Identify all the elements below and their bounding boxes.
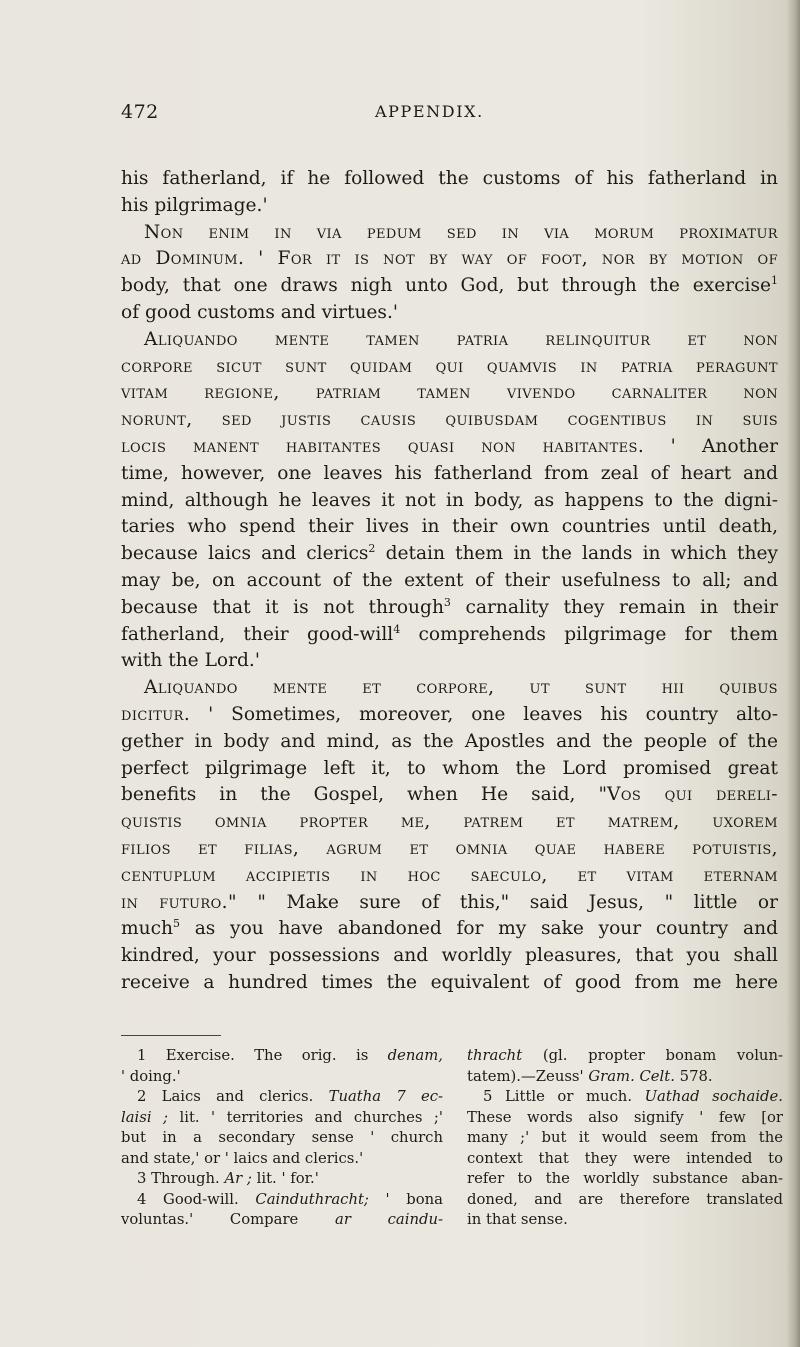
text-line: taries who spend their lives in their own countries until death, — [121, 516, 778, 538]
page-header — [0, 101, 800, 127]
latin-line: Aliquando mente tamen patria relinquitur et non — [144, 328, 778, 350]
footnote-line: 5 Little or much. Uathad sochaide. — [483, 1088, 783, 1105]
text-line — [121, 246, 778, 273]
latin-line: centuplum accipietis in hoc saeculo, et vitam eternam — [121, 864, 778, 886]
footnote-mark: 1 — [771, 274, 778, 288]
footnote-line: voluntas.' Compare ar caindu- — [121, 1211, 443, 1228]
text-line: his pilgrimage.' — [121, 194, 268, 216]
latin-line: corpore sicut sunt quidam qui quamvis in patria peragunt — [121, 355, 778, 377]
footnote-line: doned, and are therefore translated — [467, 1190, 783, 1208]
footnote-mark: 2 — [368, 542, 376, 556]
footnote-line: 4 Good-will. Cainduthracht; ' bona — [137, 1190, 443, 1208]
latin-line: quistis omnia propter me, patrem et matrem, uxorem — [121, 811, 778, 833]
latin-phrase: locis manent habitantes quasi non habitantes. — [121, 435, 645, 457]
text-line: of good customs and virtues.' — [121, 301, 398, 323]
latin-line: filios et filias, agrum et omnia quae habere potuistis, — [121, 837, 778, 859]
latin-phrase: ad Dominum. ' For it is not by way of foot, nor by motion of — [121, 248, 778, 270]
running-head: APPENDIX. — [375, 102, 484, 121]
footnote-line: but in a secondary sense ' church — [121, 1129, 443, 1146]
text-line: much$^5$ as you have abandoned for my sake your country and — [121, 917, 778, 940]
text-line: receive a hundred times the equivalent of good from me here — [121, 971, 778, 993]
text-line: dicitur. ' Sometimes, moreover, one leaves his country alto- — [121, 703, 778, 725]
footnote-line: 3 Through. Ar ; lit. ' for.' — [137, 1170, 319, 1187]
text-line: because that it is not through$^3$ carnality they remain in their — [121, 595, 779, 618]
footnote-line: ' doing.' — [121, 1067, 181, 1085]
text-line: time, however, one leaves his fatherland from zeal of heart and — [121, 462, 778, 484]
text-line: mind, although he leaves it not in body, as happens to the digni- — [121, 489, 778, 511]
main-text — [121, 166, 778, 997]
footnote-line: many ;' but it would seem from the — [467, 1129, 783, 1146]
footnote-rule — [121, 1035, 221, 1036]
text-line: locis manent habitantes quasi non habitantes. ' Another — [121, 435, 778, 457]
footnote-line: in that sense. — [467, 1211, 568, 1228]
footnote-line: 2 Laics and clerics. Tuatha 7 ec- — [137, 1088, 443, 1105]
footnote-line: thracht (gl. propter bonam volun- — [467, 1047, 783, 1064]
text-line: benefits in the Gospel, when He said, "Vos qui dereli- — [121, 784, 778, 806]
footnotes-left-column — [121, 1046, 443, 1231]
latin-line: norunt, sed justis causis quibusdam cogentibus in suis — [121, 409, 778, 431]
latin-line: Aliquando mente et corpore, ut sunt hii quibus — [144, 677, 778, 699]
footnote-mark: 3 — [443, 595, 451, 609]
footnote-line: context that they were intended to — [467, 1149, 783, 1167]
latin-line: Non enim in via pedum sed in via morum proximatur — [144, 221, 778, 243]
text-line: his fatherland, if he followed the customs of his fatherland in — [121, 168, 778, 189]
text-line: because laics and clerics$^2$ detain them in the lands in which they — [121, 542, 778, 565]
text-line: may be, on account of the extent of their usefulness to all; and — [121, 569, 778, 591]
footnote-line: laisi ; lit. ' territories and churches ;' — [121, 1108, 443, 1126]
footnote-mark: 4 — [393, 622, 401, 636]
footnote-line: These words also signify ' few [or — [467, 1108, 783, 1126]
footnote-mark: 5 — [173, 917, 180, 931]
text-line: in futuro." " Make sure of this," said Jesus, " little or — [121, 891, 778, 913]
text-line: perfect pilgrimage left it, to whom the Lord promised great — [121, 757, 778, 779]
footnote-line: refer to the worldly substance aban- — [467, 1170, 783, 1187]
latin-phrase: in futuro." — [121, 891, 237, 913]
latin-phrase: dicitur. — [121, 703, 191, 725]
text-line: with the Lord.' — [121, 650, 260, 672]
text-line: body, that one draws nigh unto God, but through the exercise$^1$ — [121, 274, 778, 297]
page-number: 472 — [121, 101, 159, 123]
text-line: kindred, your possessions and worldly pleasures, that you shall — [121, 945, 778, 967]
footnotes-right-column — [467, 1046, 783, 1231]
footnote-line: and state,' or ' laics and clerics.' — [121, 1149, 364, 1167]
latin-phrase: Vos qui dereli- — [607, 784, 778, 806]
footnote-line: tatem).—Zeuss' Gram. Celt. 578. — [467, 1067, 713, 1085]
latin-line: vitam regione, patriam tamen vivendo carnaliter non — [121, 382, 778, 404]
text-line: gether in body and mind, as the Apostles and the people of the — [121, 730, 778, 752]
footnote-line: 1 Exercise. The orig. is denam, — [137, 1047, 443, 1064]
text-line: fatherland, their good-will$^4$ comprehends pilgrimage for them — [121, 622, 779, 645]
page-edge-shadow — [786, 0, 800, 1347]
